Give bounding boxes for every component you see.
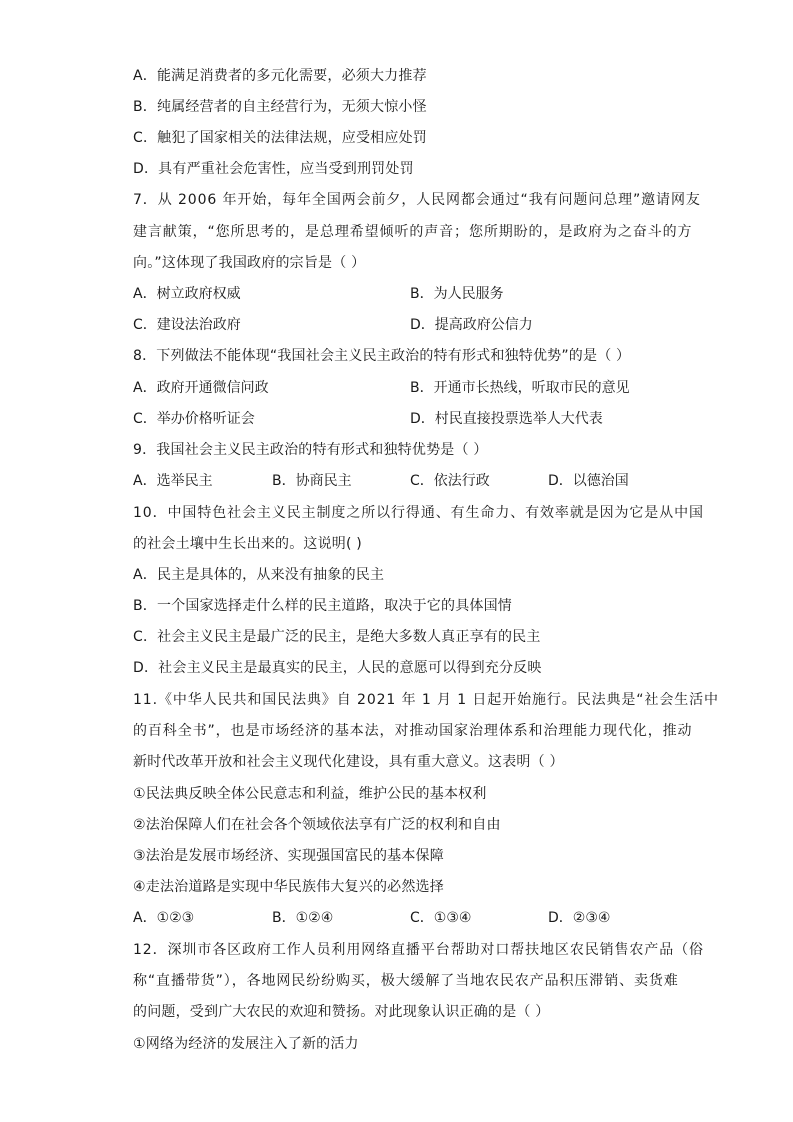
q11-option-c: C．①③④: [410, 910, 472, 926]
q12-stem-line: 称“直播带货”），各地网民纷纷购买，极大缓解了当地农民农产品积压滞销、卖货难: [133, 973, 679, 989]
q7-stem-line: 向。”这体现了我国政府的宗旨是（ ）: [133, 255, 366, 271]
q10-option-b: B．一个国家选择走什么样的民主道路，取决于它的具体国情: [133, 598, 513, 614]
q12-stem-line: 12．深圳市各区政府工作人员利用网络直播平台帮助对口帮扶地区农民销售农产品（俗: [133, 942, 704, 958]
q11-stem-line: 的百科全书”，也是市场经济的基本法，对推动国家治理体系和治理能力现代化，推动: [133, 723, 693, 739]
q9-option-a: A．选举民主: [133, 473, 213, 489]
q10-option-a: A．民主是具体的，从来没有抽象的民主: [133, 567, 385, 583]
q9-option-b: B．协商民主: [272, 473, 352, 489]
q8-stem-line: 8．下列做法不能体现“我国社会主义民主政治的特有形式和独特优势”的是（ ）: [133, 348, 631, 364]
q11-option-d: D．②③④: [548, 910, 611, 926]
q10-option-c: C．社会主义民主是最广泛的民主，是绝大多数人真正享有的民主: [133, 629, 541, 645]
q12-statement: ①网络为经济的发展注入了新的活力: [133, 1036, 359, 1052]
q11-statement: ③法治是发展市场经济、实现强国富民的基本保障: [133, 848, 444, 864]
q11-option-b: B．①②④: [272, 910, 334, 926]
q7-stem-line: 建言献策，“您所思考的，是总理希望倾听的声音；您所期盼的，是政府为之奋斗的方: [133, 224, 693, 240]
q9-stem-line: 9．我国社会主义民主政治的特有形式和独特优势是（ ）: [133, 442, 488, 458]
q7-option-b: B．为人民服务: [410, 286, 504, 302]
q11-stem-line: 新时代改革开放和社会主义现代化建设，具有重大意义。这表明（ ）: [133, 754, 564, 770]
q11-statement: ①民法典反映全体公民意志和利益，维护公民的基本权利: [133, 786, 487, 802]
q6-option-d: D．具有严重社会危害性，应当受到刑罚处罚: [133, 161, 414, 177]
q7-option-d: D．提高政府公信力: [410, 317, 533, 333]
q11-statement: ②法治保障人们在社会各个领域依法享有广泛的权利和自由: [133, 817, 501, 833]
q10-stem-line: 10．中国特色社会主义民主制度之所以行得通、有生命力、有效率就是因为它是从中国: [133, 505, 704, 521]
q11-option-a: A．①②③: [133, 910, 195, 926]
q8-option-d: D．村民直接投票选举人大代表: [410, 411, 603, 427]
q6-option-b: B．纯属经营者的自主经营行为，无须大惊小怪: [133, 99, 427, 115]
q7-option-c: C．建设法治政府: [133, 317, 241, 333]
q9-option-d: D．以德治国: [548, 473, 629, 489]
q6-option-a: A．能满足消费者的多元化需要，必须大力推荐: [133, 68, 427, 84]
q11-statement: ④走法治道路是实现中华民族伟大复兴的必然选择: [133, 879, 444, 895]
q12-stem-line: 的问题，受到广大农民的欢迎和赞扬。对此现象认识正确的是（ ）: [133, 1004, 550, 1020]
q6-option-c: C．触犯了国家相关的法律法规，应受相应处罚: [133, 130, 427, 146]
q8-option-c: C．举办价格听证会: [133, 411, 255, 427]
q7-option-a: A．树立政府权威: [133, 286, 241, 302]
q11-stem-line: 11.《中华人民共和国民法典》自 2021 年 1 月 1 日起开始施行。民法典是“社会生活中: [133, 692, 719, 708]
q8-option-b: B．开通市长热线，听取市民的意见: [410, 380, 630, 396]
q10-option-d: D．社会主义民主是最真实的民主，人民的意愿可以得到充分反映: [133, 660, 542, 676]
q10-stem-line: 的社会土壤中生长出来的。这说明( ): [133, 536, 362, 552]
q9-option-c: C．依法行政: [410, 473, 490, 489]
q8-option-a: A．政府开通微信问政: [133, 380, 269, 396]
q7-stem-line: 7．从 2006 年开始，每年全国两会前夕，人民网都会通过“我有问题问总理”邀请网友: [133, 192, 701, 208]
